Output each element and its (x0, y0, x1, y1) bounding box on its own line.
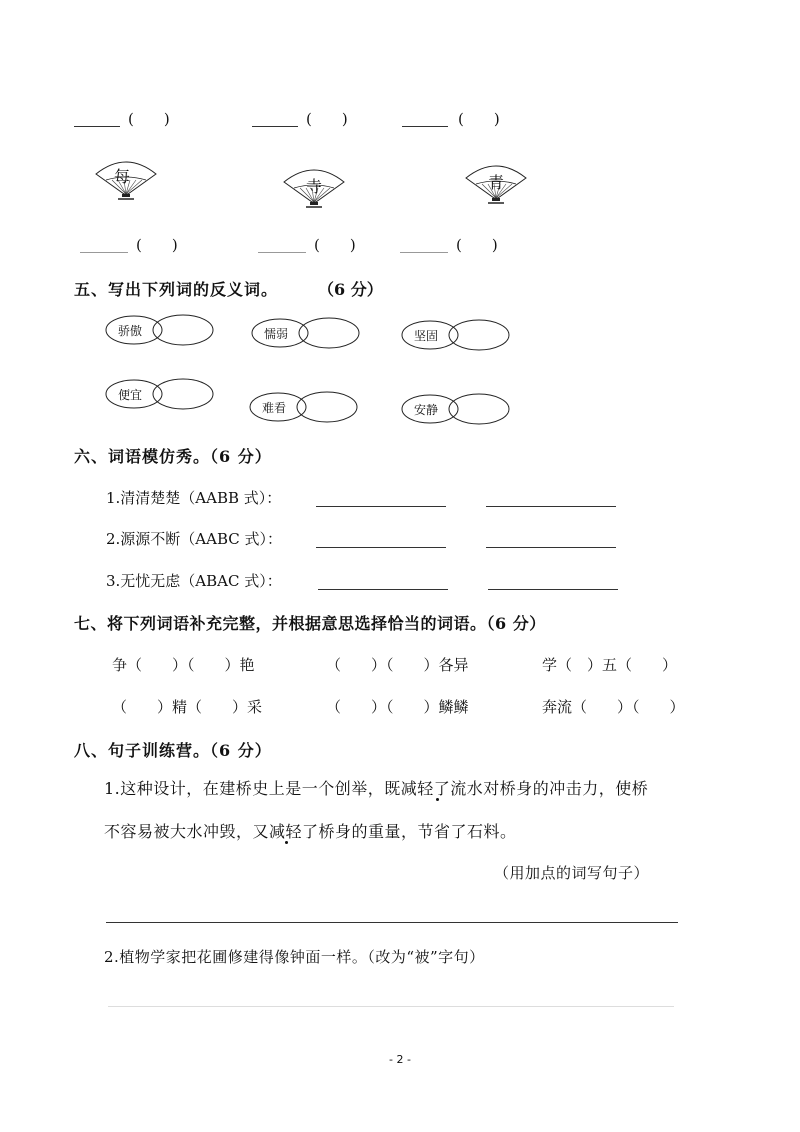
antonym-oval-6[interactable] (400, 392, 520, 426)
antonym-oval-5[interactable] (248, 390, 368, 424)
idiom-2-3[interactable]: 奔流（ ）（ ） (542, 698, 685, 716)
fan-1 (76, 156, 176, 216)
section8-q1-hint: （用加点的词写句子） (494, 864, 650, 882)
section8-q2-answer[interactable] (108, 1006, 674, 1007)
top-paren-1[interactable]: ( ) (128, 110, 170, 128)
fan-3 (446, 160, 546, 220)
section6-answer-1b[interactable] (486, 506, 616, 507)
top-blank-1[interactable] (74, 126, 120, 127)
top-paren-3[interactable]: ( ) (458, 110, 500, 128)
idiom-1-2[interactable]: （ ）（ ）各异 (326, 656, 469, 674)
idiom-1-1[interactable]: 争（ ）（ ）艳 (112, 656, 255, 674)
emphasis-dot-2 (285, 841, 288, 844)
antonym-word-4: 便宜 (118, 388, 143, 402)
fan-2 (264, 164, 364, 224)
section6-item-1: 1.清清楚楚（AABB 式）： (106, 489, 282, 507)
fan-paren-1[interactable]: ( ) (136, 236, 178, 254)
fan-blank-2[interactable] (258, 252, 306, 253)
page-number: - 2 - (389, 1053, 411, 1066)
antonym-oval-3[interactable] (400, 318, 520, 352)
antonym-word-1: 骄傲 (118, 324, 143, 338)
section6-title: 六、词语模仿秀。（6 分） (74, 447, 272, 466)
section6-answer-2b[interactable] (486, 547, 616, 548)
top-blank-3[interactable] (402, 126, 448, 127)
section6-answer-3a[interactable] (318, 589, 448, 590)
fan-paren-3[interactable]: ( ) (456, 236, 498, 254)
section6-answer-2a[interactable] (316, 547, 446, 548)
top-paren-2[interactable]: ( ) (306, 110, 348, 128)
antonym-word-6: 安静 (414, 403, 439, 417)
antonym-word-2: 懦弱 (264, 327, 289, 341)
antonym-word-3: 坚固 (414, 329, 439, 343)
section6-answer-1a[interactable] (316, 506, 446, 507)
fan-char-2: 寺 (305, 177, 322, 196)
section6-item-3: 3.无忧无虑（ABAC 式）： (106, 572, 282, 590)
section6-item-2: 2.源源不断（AABC 式）： (106, 530, 283, 548)
antonym-oval-4[interactable] (104, 377, 224, 411)
section5-score: （6 分） (318, 280, 383, 299)
section8-q1-line1: 1.这种设计，在建桥史上是一个创举，既减轻了流水对桥身的冲击力，使桥 (104, 779, 649, 798)
idiom-2-2[interactable]: （ ）（ ）鳞鳞 (326, 698, 469, 716)
idiom-2-1[interactable]: （ ）精（ ）采 (112, 698, 263, 716)
section6-answer-3b[interactable] (488, 589, 618, 590)
top-blank-2[interactable] (252, 126, 298, 127)
section7-title: 七、将下列词语补充完整，并根据意思选择恰当的词语。（6 分） (74, 614, 546, 633)
emphasis-dot-1 (436, 798, 439, 801)
antonym-word-5: 难看 (262, 401, 287, 415)
section8-title: 八、句子训练营。（6 分） (74, 741, 272, 760)
idiom-1-3[interactable]: 学（ ）五（ ） (542, 656, 678, 674)
antonym-oval-1[interactable] (104, 313, 224, 347)
section8-q1-line2: 不容易被大水冲毁，又减轻了桥身的重量，节省了石料。 (104, 822, 517, 841)
section8-q2: 2.植物学家把花圃修建得像钟面一样。（改为“被”字句） (104, 948, 485, 966)
antonym-oval-2[interactable] (250, 316, 370, 350)
fan-paren-2[interactable]: ( ) (314, 236, 356, 254)
section5-title: 五、写出下列词的反义词。 (74, 280, 279, 299)
fan-char-3: 青 (487, 173, 504, 192)
section8-q1-answer[interactable] (106, 922, 678, 923)
fan-blank-1[interactable] (80, 252, 128, 253)
fan-char-1: 每 (113, 167, 130, 186)
fan-blank-3[interactable] (400, 252, 448, 253)
